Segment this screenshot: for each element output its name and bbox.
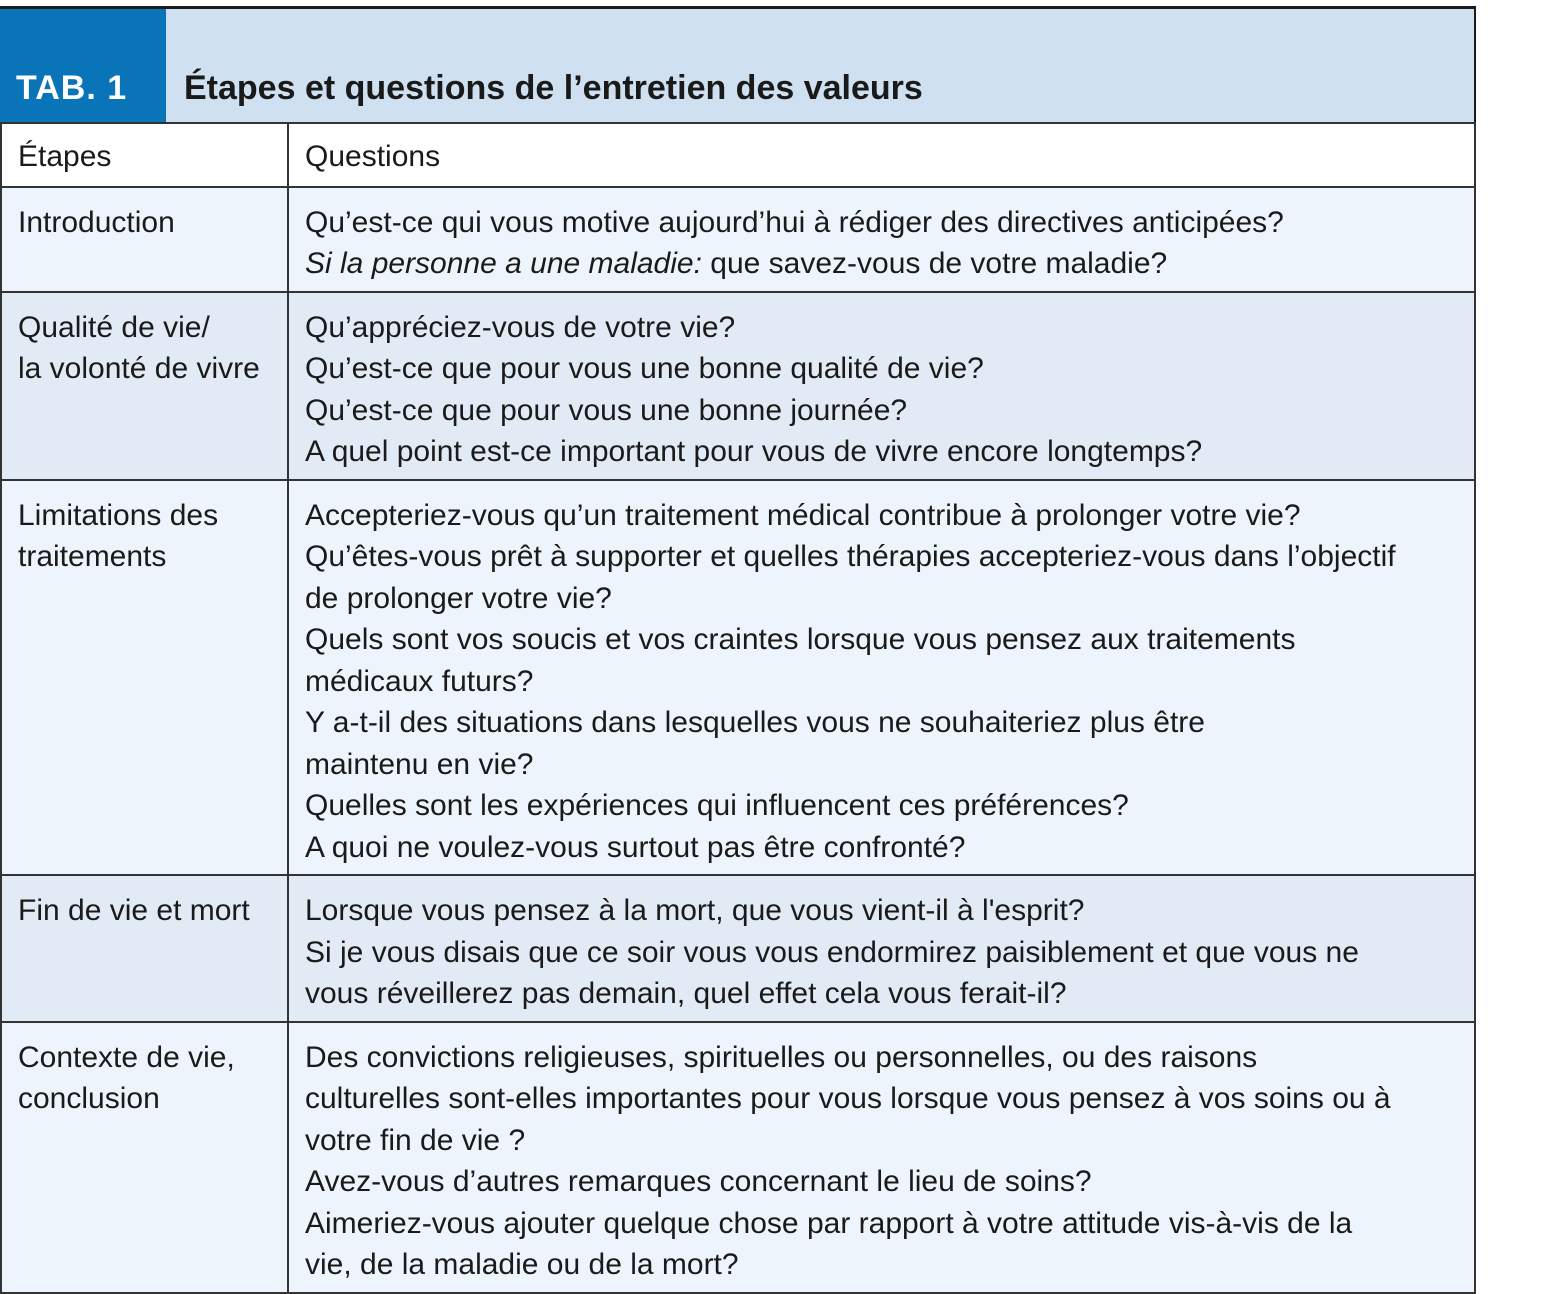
question-line: de prolonger votre vie? bbox=[305, 581, 612, 615]
question-line: Qu’est-ce qui vous motive aujourd’hui à rédiger des directives anticipées? bbox=[305, 205, 1284, 239]
table-row bbox=[1, 187, 1475, 292]
question-line: Des convictions religieuses, spirituelles ou personnelles, ou des raisons bbox=[305, 1040, 1258, 1074]
stage-line: la volonté de vivre bbox=[18, 352, 260, 385]
question-line: votre fin de vie ? bbox=[305, 1123, 526, 1157]
stage-line: Contexte de vie, bbox=[18, 1040, 235, 1074]
stage-line: Qualité de vie/ bbox=[18, 310, 210, 344]
questions-cell bbox=[288, 187, 1475, 292]
question-line: A quel point est-ce important pour vous de vivre encore longtemps? bbox=[305, 435, 1203, 468]
question-line: médicaux futurs? bbox=[305, 664, 534, 698]
question-line bbox=[305, 243, 1458, 285]
question-line: Lorsque vous pensez à la mort, que vous vient-il à l'esprit? bbox=[305, 894, 1085, 927]
stage-line: Fin de vie et mort bbox=[18, 894, 250, 927]
stage-line: conclusion bbox=[18, 1082, 160, 1115]
values-interview-table bbox=[0, 6, 1476, 1294]
question-line: Qu’êtes-vous prêt à supporter et quelles thérapies accepteriez-vous dans l’objectif bbox=[305, 540, 1396, 573]
questions-cell bbox=[288, 292, 1475, 480]
table-title: Étapes et questions de l’entretien des valeurs bbox=[166, 9, 1474, 122]
table-row bbox=[1, 292, 1475, 480]
column-header-questions: Questions bbox=[288, 123, 1475, 187]
table-row bbox=[1, 480, 1475, 876]
question-line: A quoi ne voulez-vous surtout pas être confronté? bbox=[305, 830, 966, 864]
italic-condition: Si la personne a une maladie: bbox=[305, 247, 702, 280]
table-row bbox=[1, 875, 1475, 1022]
stage-cell bbox=[1, 187, 288, 292]
table-row bbox=[1, 1022, 1475, 1293]
table-number: TAB. 1 bbox=[0, 9, 166, 122]
table-header-row bbox=[1, 123, 1475, 187]
question-line: Qu’appréciez-vous de votre vie? bbox=[305, 310, 736, 344]
question-line: Aimeriez-vous ajouter quelque chose par rapport à votre attitude vis-à-vis de la bbox=[305, 1206, 1353, 1240]
question-line: Y a-t-il des situations dans lesquelles vous ne souhaiteriez plus être bbox=[305, 706, 1205, 739]
question-line: Qu’est-ce que pour vous une bonne journée? bbox=[305, 393, 908, 427]
question-line: Quelles sont les expériences qui influencent ces préférences? bbox=[305, 789, 1129, 822]
question-line: Accepteriez-vous qu’un traitement médical contribue à prolonger votre vie? bbox=[305, 498, 1301, 532]
table-header-bar bbox=[0, 6, 1476, 122]
column-header-stages: Étapes bbox=[1, 123, 288, 187]
stage-line: Limitations des bbox=[18, 498, 219, 532]
stage-cell bbox=[1, 292, 288, 480]
question-line: Si je vous disais que ce soir vous vous endormirez paisiblement et que vous ne bbox=[305, 935, 1359, 969]
questions-cell bbox=[288, 1022, 1475, 1293]
question-line: maintenu en vie? bbox=[305, 747, 534, 781]
stage-cell bbox=[1, 480, 288, 876]
question-line: Avez-vous d’autres remarques concernant le lieu de soins? bbox=[305, 1165, 1092, 1198]
questions-cell bbox=[288, 480, 1475, 876]
question-line: Quels sont vos soucis et vos craintes lorsque vous pensez aux traitements bbox=[305, 623, 1296, 656]
question-text: que savez-vous de votre maladie? bbox=[701, 247, 1168, 280]
questions-cell bbox=[288, 875, 1475, 1022]
stage-line: Introduction bbox=[18, 205, 175, 239]
question-line: Qu’est-ce que pour vous une bonne qualité de vie? bbox=[305, 352, 984, 385]
stage-cell bbox=[1, 1022, 288, 1293]
questions-table bbox=[0, 122, 1476, 1294]
stage-line: traitements bbox=[18, 540, 167, 573]
question-line: vie, de la maladie ou de la mort? bbox=[305, 1248, 739, 1281]
question-line: vous réveillerez pas demain, quel effet cela vous ferait-il? bbox=[305, 977, 1067, 1010]
stage-cell bbox=[1, 875, 288, 1022]
question-line: culturelles sont-elles importantes pour vous lorsque vous pensez à vos soins ou à bbox=[305, 1082, 1391, 1115]
